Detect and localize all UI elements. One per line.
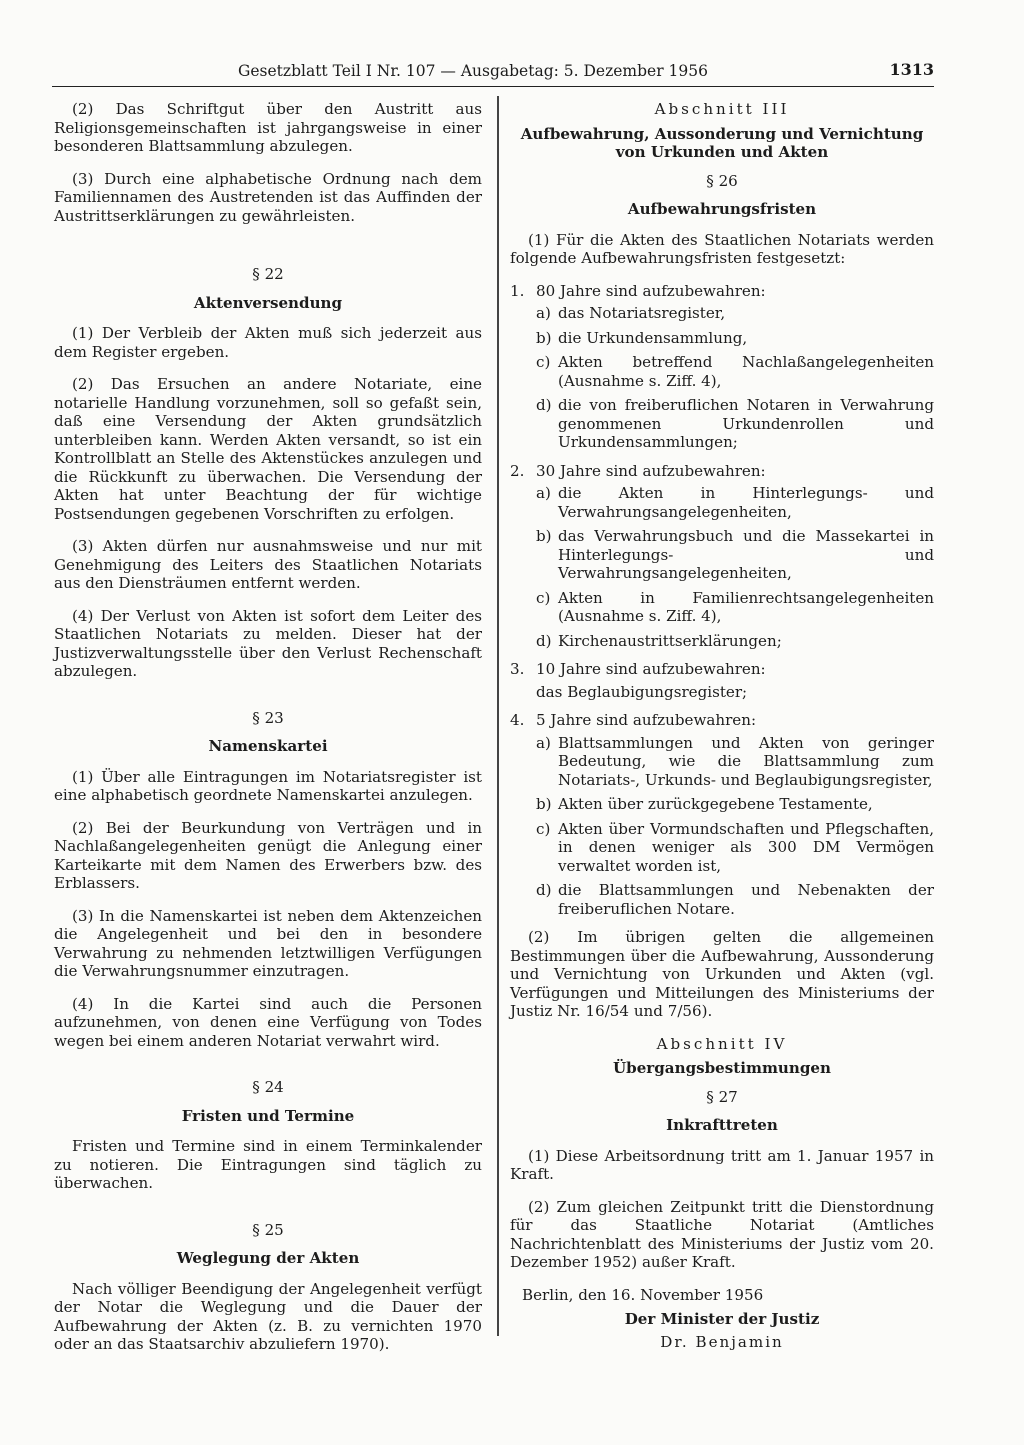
- section-number: § 25: [252, 1220, 284, 1239]
- retention-list: [510, 282, 934, 919]
- signer-role: Der Minister der Justiz: [624, 1310, 820, 1328]
- spacer: [54, 1207, 482, 1221]
- section-number: § 22: [252, 265, 284, 283]
- item-text: das Notariatsregister,: [558, 304, 726, 322]
- group-label-text: 30 Jahre sind aufzubewahren:: [536, 461, 766, 480]
- retention-group-label: [510, 282, 934, 301]
- paragraph: (1) Diese Arbeitsordnung tritt am 1. Januar 1957 in Kraft.: [510, 1146, 934, 1183]
- retention-item: [536, 734, 934, 790]
- paragraph: (1) Für die Akten des Staatlichen Notariats werden folgende Aufbewahrungsfristen festgesetzt:: [510, 230, 934, 267]
- section-title: Aktenversendung: [193, 293, 343, 312]
- paragraph: (3) In die Namenskartei ist neben dem Aktenzeichen die Angelegenheit und bei den in besondere Verwahrung zu nehmenden letztwilligen Verfügungen die Verwahrungsnummer einzutragen.: [54, 906, 482, 980]
- spacer: [54, 1064, 482, 1078]
- page-header: [52, 60, 934, 87]
- group-number: 4.: [510, 711, 525, 729]
- retention-item: [536, 304, 934, 323]
- column-divider: [497, 96, 499, 1336]
- signer-name: Dr. Benjamin: [660, 1332, 784, 1351]
- group-number: 1.: [510, 281, 525, 300]
- retention-item: [536, 484, 934, 521]
- part-title-line: von Urkunden und Akten: [615, 143, 829, 161]
- retention-group: [510, 462, 934, 651]
- item-letter: b): [536, 795, 552, 813]
- item-text: Kirchenaustrittserklärungen;: [558, 631, 782, 650]
- item-letter: b): [536, 527, 552, 545]
- left-column: [54, 100, 482, 1368]
- retention-group: [510, 282, 934, 452]
- retention-group-label: [510, 660, 934, 679]
- place-date: Berlin, den 16. November 1956: [522, 1285, 764, 1304]
- item-letter: a): [536, 484, 551, 502]
- retention-item: [536, 632, 934, 651]
- retention-item: [536, 881, 934, 918]
- paragraph: (2) Das Schriftgut über den Austritt aus Religionsgemeinschaften ist jahrgangsweise in einer besonderen Blattsammlung abzulegen.: [54, 100, 482, 155]
- retention-group-label: [510, 711, 934, 730]
- item-text: die Akten in Hinterlegungs- und Verwahrungsangelegenheiten,: [558, 484, 934, 521]
- section-title: Weglegung der Akten: [176, 1249, 360, 1267]
- section-number: § 26: [706, 171, 738, 190]
- paragraph: Fristen und Termine sind in einem Terminkalender zu notieren. Die Eintragungen sind täglich zu überwachen.: [54, 1137, 482, 1192]
- item-text: Akten in Familienrechtsangelegenheiten (Ausnahme s. Ziff. 4),: [558, 588, 934, 625]
- item-text: Akten über Vormundschaften und Pflegschaften, in denen weniger als 300 DM Vermögen verwaltet worden ist,: [558, 819, 934, 875]
- item-letter: d): [536, 396, 552, 414]
- item-text: Akten betreffend Nachlaßangelegenheiten (Ausnahme s. Ziff. 4),: [558, 353, 934, 390]
- spacer: [54, 695, 482, 709]
- group-label-text: 80 Jahre sind aufzubewahren:: [536, 281, 766, 300]
- item-letter: d): [536, 881, 552, 899]
- retention-group-label: [510, 462, 934, 481]
- item-text: die Urkundensammlung,: [558, 328, 748, 347]
- part-title-line: Aufbewahrung, Aussonderung und Vernichtung: [520, 124, 924, 143]
- section-title: Aufbewahrungsfristen: [627, 200, 817, 218]
- item-letter: c): [536, 819, 551, 838]
- section-number: § 23: [252, 708, 284, 727]
- paragraph: (2) Im übrigen gelten die allgemeinen Bestimmungen über die Aufbewahrung, Aussonderung und Vernichtung von Urkunden und Akten (vgl. Verfügungen und Mitteilungen des Ministeriums der Justiz Nr. 16/54 und 7/56).: [510, 928, 934, 1020]
- paragraph: Nach völliger Beendigung der Angelegenheit verfügt der Notar die Weglegung und die Dauer der Aufbewahrung der Akten (z. B. zu vernichten 1970 oder an das Staatsarchiv abzuliefern 1970).: [54, 1279, 482, 1353]
- group-label-text: 10 Jahre sind aufzubewahren:: [536, 660, 766, 678]
- paragraph: (2) Bei der Beurkundung von Verträgen und in Nachlaßangelegenheiten genügt die Anlegung einer Karteikarte mit dem Namen des Erwerbers bzw. des Erblassers.: [54, 818, 482, 892]
- paragraph: (2) Das Ersuchen an andere Notariate, eine notarielle Handlung vorzunehmen, soll so gefaßt sein, daß eine Versendung der Akten grundsätzlich unterbleiben kann. Werden Akten versandt, so ist ein Kontrollblatt an Stelle des Aktenstückes anzulegen und die Rückkunft zu überwachen. Die Versendung der Akten hat unter Beachtung der für wichtige Postsendungen gegebenen Vorschriften zu erfolgen.: [54, 375, 482, 523]
- part-title: Übergangsbestimmungen: [612, 1059, 831, 1077]
- retention-item: [536, 329, 934, 348]
- section-number: § 24: [252, 1078, 284, 1096]
- paragraph: (3) Durch eine alphabetische Ordnung nach dem Familiennamen des Austretenden ist das Auffinden der Austrittserklärungen zu gewährleisten.: [54, 169, 482, 225]
- part-title: [510, 125, 934, 162]
- section-title: Namenskartei: [208, 737, 328, 755]
- header-title: Gesetzblatt Teil I Nr. 107 — Ausgabetag: 5. Dezember 1956: [238, 62, 709, 80]
- section-title: Inkrafttreten: [666, 1116, 778, 1134]
- section-title: Fristen und Termine: [181, 1106, 355, 1125]
- retention-item: [536, 820, 934, 876]
- paragraph: (4) Der Verlust von Akten ist sofort dem Leiter des Staatlichen Notariats zu melden. Dieser hat der Justizverwaltungsstelle über den Verlust Rechenschaft abzulegen.: [54, 606, 482, 680]
- retention-item: [536, 795, 934, 814]
- item-text: Akten über zurückgegebene Testamente,: [558, 795, 873, 813]
- item-text: das Verwahrungsbuch und die Massekartei in Hinterlegungs- und Verwahrungsangelegenheiten,: [558, 527, 934, 582]
- group-label-text: 5 Jahre sind aufzubewahren:: [536, 711, 757, 729]
- paragraph: (1) Über alle Eintragungen im Notariatsregister ist eine alphabetisch geordnete Namenskartei anzulegen.: [54, 767, 482, 804]
- paragraph: (3) Akten dürfen nur ausnahmsweise und nur mit Genehmigung des Leiters des Staatlichen Notariats aus den Diensträumen entfernt werden.: [54, 537, 482, 592]
- item-letter: c): [536, 353, 551, 371]
- part-label: Abschnitt IV: [656, 1034, 788, 1053]
- group-number: 3.: [510, 660, 525, 678]
- paragraph: (1) Der Verbleib der Akten muß sich jederzeit aus dem Register ergeben.: [54, 324, 482, 361]
- spacer: [54, 239, 482, 265]
- section-number: § 27: [706, 1087, 738, 1106]
- paragraph: (2) Zum gleichen Zeitpunkt tritt die Dienstordnung für das Staatliche Notariat (Amtliches Nachrichtenblatt des Ministeriums der Justiz vom 20. Dezember 1952) außer Kraft.: [510, 1197, 934, 1271]
- item-letter: d): [536, 631, 552, 650]
- group-number: 2.: [510, 461, 525, 480]
- paragraph: (4) In die Kartei sind auch die Personen aufzunehmen, von denen eine Verfügung von Todes wegen bei einem anderen Notariat verwahrt wird.: [54, 994, 482, 1050]
- item-letter: c): [536, 588, 551, 607]
- item-letter: a): [536, 304, 551, 322]
- item-text: Blattsammlungen und Akten von geringer Bedeutung, wie die Blattsammlung zum Notariats-, Urkunds- und Beglaubigungsregister,: [558, 733, 934, 789]
- retention-item: [536, 353, 934, 390]
- retention-group: [510, 711, 934, 918]
- retention-item: [536, 527, 934, 583]
- item-text: die von freiberuflichen Notaren in Verwahrung genommenen Urkundenrollen und Urkundensammlungen;: [558, 396, 934, 451]
- item-text: das Beglaubigungsregister;: [536, 682, 748, 701]
- part-label: Abschnitt III: [654, 100, 790, 118]
- retention-item: [536, 683, 934, 702]
- item-letter: b): [536, 328, 552, 347]
- retention-item: [536, 589, 934, 626]
- retention-item: [536, 396, 934, 452]
- page-number: 1313: [889, 60, 934, 79]
- retention-group: [510, 660, 934, 701]
- item-text: die Blattsammlungen und Nebenakten der freiberuflichen Notare.: [558, 881, 934, 918]
- right-column: [510, 100, 934, 1351]
- item-letter: a): [536, 733, 551, 752]
